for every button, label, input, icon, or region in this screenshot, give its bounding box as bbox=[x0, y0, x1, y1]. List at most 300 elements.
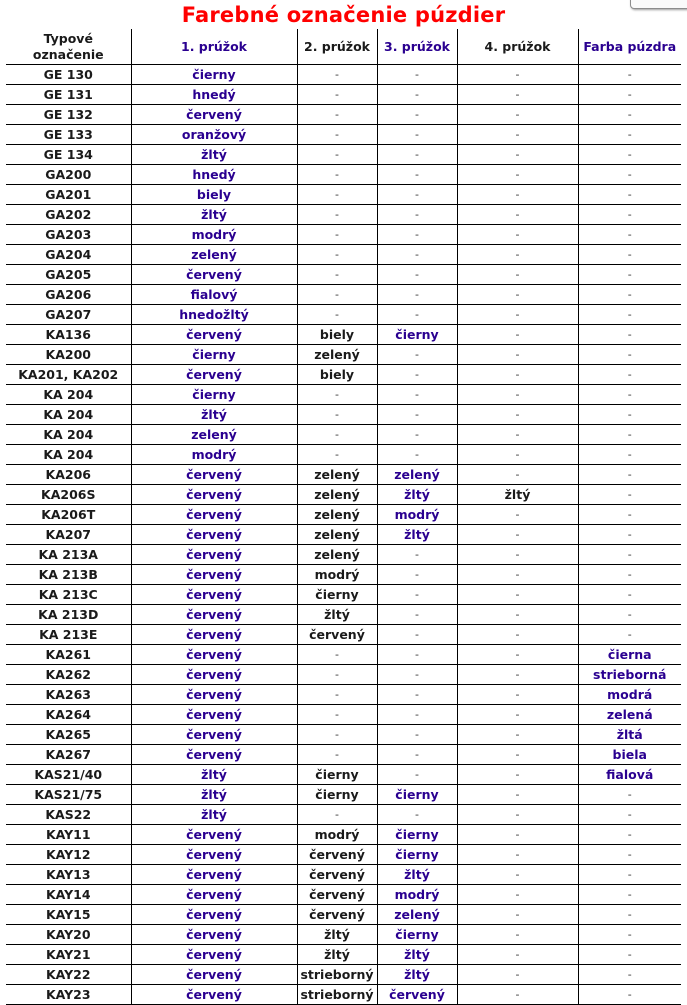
table-row bbox=[6, 345, 681, 365]
table-row bbox=[6, 125, 681, 145]
cell-stripe-3: modrý bbox=[377, 885, 457, 905]
cell-stripe-2: - bbox=[297, 745, 377, 765]
cell-type-designation: KA262 bbox=[6, 665, 131, 685]
cell-stripe-2: biely bbox=[297, 365, 377, 385]
cell-type-designation: KA201, KA202 bbox=[6, 365, 131, 385]
cell-type-designation: KA 204 bbox=[6, 405, 131, 425]
cell-stripe-3: - bbox=[377, 105, 457, 125]
cell-type-designation: KAY14 bbox=[6, 885, 131, 905]
cell-type-designation: GA205 bbox=[6, 265, 131, 285]
table-header-row bbox=[6, 29, 681, 65]
cell-case-color: - bbox=[578, 605, 681, 625]
cell-stripe-4: - bbox=[457, 145, 578, 165]
cell-case-color: - bbox=[578, 285, 681, 305]
cell-stripe-3: čierny bbox=[377, 925, 457, 945]
cell-stripe-1: červený bbox=[131, 365, 297, 385]
cell-stripe-2: modrý bbox=[297, 825, 377, 845]
cell-stripe-3: žltý bbox=[377, 945, 457, 965]
cell-stripe-1: oranžový bbox=[131, 125, 297, 145]
table-row bbox=[6, 665, 681, 685]
cell-type-designation: KA 213D bbox=[6, 605, 131, 625]
cell-case-color: - bbox=[578, 205, 681, 225]
cell-stripe-2: - bbox=[297, 725, 377, 745]
cell-type-designation: KA 204 bbox=[6, 445, 131, 465]
cell-stripe-4: - bbox=[457, 905, 578, 925]
cell-stripe-3: - bbox=[377, 805, 457, 825]
cell-type-designation: KA 204 bbox=[6, 385, 131, 405]
cell-case-color: - bbox=[578, 545, 681, 565]
cell-stripe-4: - bbox=[457, 185, 578, 205]
cell-stripe-4: - bbox=[457, 125, 578, 145]
cell-stripe-4: - bbox=[457, 545, 578, 565]
cell-stripe-1: červený bbox=[131, 485, 297, 505]
cell-stripe-4: - bbox=[457, 85, 578, 105]
table-row bbox=[6, 845, 681, 865]
cell-stripe-4: - bbox=[457, 705, 578, 725]
table-row bbox=[6, 545, 681, 565]
cell-stripe-3: - bbox=[377, 245, 457, 265]
table-row bbox=[6, 285, 681, 305]
cell-stripe-1: červený bbox=[131, 845, 297, 865]
cell-stripe-3: - bbox=[377, 185, 457, 205]
cell-case-color: čierna bbox=[578, 645, 681, 665]
cell-type-designation: KA136 bbox=[6, 325, 131, 345]
cell-stripe-2: žltý bbox=[297, 605, 377, 625]
cell-stripe-3: žltý bbox=[377, 965, 457, 985]
cell-stripe-4: - bbox=[457, 105, 578, 125]
cell-stripe-3: - bbox=[377, 165, 457, 185]
cell-stripe-2: - bbox=[297, 205, 377, 225]
cell-case-color: - bbox=[578, 825, 681, 845]
cell-stripe-2: - bbox=[297, 445, 377, 465]
cell-stripe-4: - bbox=[457, 925, 578, 945]
cell-stripe-3: - bbox=[377, 365, 457, 385]
cell-stripe-4: - bbox=[457, 65, 578, 85]
cell-stripe-2: - bbox=[297, 265, 377, 285]
cell-type-designation: KA267 bbox=[6, 745, 131, 765]
cell-case-color: - bbox=[578, 345, 681, 365]
cell-case-color: - bbox=[578, 225, 681, 245]
table-row bbox=[6, 945, 681, 965]
cell-stripe-1: červený bbox=[131, 105, 297, 125]
cell-stripe-2: - bbox=[297, 405, 377, 425]
cell-case-color: - bbox=[578, 445, 681, 465]
cell-stripe-1: červený bbox=[131, 505, 297, 525]
cell-type-designation: GA203 bbox=[6, 225, 131, 245]
cell-stripe-4: - bbox=[457, 445, 578, 465]
cell-case-color: modrá bbox=[578, 685, 681, 705]
table-row bbox=[6, 605, 681, 625]
cell-stripe-4: - bbox=[457, 805, 578, 825]
table-row bbox=[6, 185, 681, 205]
table-row bbox=[6, 465, 681, 485]
table-row bbox=[6, 165, 681, 185]
cell-case-color: - bbox=[578, 245, 681, 265]
cell-stripe-4: - bbox=[457, 385, 578, 405]
cell-case-color: - bbox=[578, 405, 681, 425]
cell-type-designation: KA263 bbox=[6, 685, 131, 705]
table-row bbox=[6, 425, 681, 445]
cell-stripe-2: - bbox=[297, 185, 377, 205]
header-stripe-3 bbox=[377, 29, 457, 65]
cell-stripe-4: - bbox=[457, 245, 578, 265]
table-row bbox=[6, 265, 681, 285]
cell-stripe-4: - bbox=[457, 565, 578, 585]
cell-type-designation: GE 134 bbox=[6, 145, 131, 165]
cell-type-designation: KAS22 bbox=[6, 805, 131, 825]
cell-type-designation: GA206 bbox=[6, 285, 131, 305]
table-row bbox=[6, 365, 681, 385]
cell-stripe-2: červený bbox=[297, 905, 377, 925]
cell-case-color: - bbox=[578, 525, 681, 545]
table-row bbox=[6, 625, 681, 645]
table-row bbox=[6, 925, 681, 945]
cell-stripe-1: červený bbox=[131, 605, 297, 625]
cell-stripe-1: červený bbox=[131, 865, 297, 885]
cell-stripe-2: - bbox=[297, 425, 377, 445]
header-label-line: 3. prúžok bbox=[384, 38, 450, 54]
table-row bbox=[6, 905, 681, 925]
cell-stripe-1: červený bbox=[131, 945, 297, 965]
cell-type-designation: KAY11 bbox=[6, 825, 131, 845]
cell-type-designation: KAY20 bbox=[6, 925, 131, 945]
cell-type-designation: KAS21/75 bbox=[6, 785, 131, 805]
cell-stripe-1: červený bbox=[131, 905, 297, 925]
cell-case-color: - bbox=[578, 945, 681, 965]
cell-stripe-3: - bbox=[377, 665, 457, 685]
cell-case-color: - bbox=[578, 85, 681, 105]
cell-case-color: - bbox=[578, 185, 681, 205]
cell-case-color: - bbox=[578, 365, 681, 385]
table-row bbox=[6, 205, 681, 225]
cell-stripe-4: - bbox=[457, 305, 578, 325]
cell-stripe-3: modrý bbox=[377, 505, 457, 525]
cell-stripe-1: červený bbox=[131, 645, 297, 665]
cell-stripe-4: - bbox=[457, 505, 578, 525]
cell-type-designation: GA202 bbox=[6, 205, 131, 225]
cell-stripe-1: fialový bbox=[131, 285, 297, 305]
cell-stripe-1: biely bbox=[131, 185, 297, 205]
table-row bbox=[6, 145, 681, 165]
cell-stripe-1: červený bbox=[131, 745, 297, 765]
cell-stripe-1: žltý bbox=[131, 785, 297, 805]
cell-stripe-3: zelený bbox=[377, 905, 457, 925]
cell-case-color: - bbox=[578, 465, 681, 485]
cell-stripe-2: - bbox=[297, 65, 377, 85]
cell-stripe-1: modrý bbox=[131, 225, 297, 245]
cell-case-color: - bbox=[578, 565, 681, 585]
cell-type-designation: KA261 bbox=[6, 645, 131, 665]
cell-stripe-1: červený bbox=[131, 725, 297, 745]
cell-stripe-4: - bbox=[457, 325, 578, 345]
cell-stripe-4: - bbox=[457, 265, 578, 285]
cell-stripe-2: - bbox=[297, 305, 377, 325]
cell-stripe-4: - bbox=[457, 425, 578, 445]
cell-stripe-3: žltý bbox=[377, 485, 457, 505]
cell-stripe-3: - bbox=[377, 205, 457, 225]
cell-stripe-1: červený bbox=[131, 625, 297, 645]
cell-stripe-4: - bbox=[457, 645, 578, 665]
cell-stripe-2: - bbox=[297, 145, 377, 165]
cell-stripe-4: - bbox=[457, 685, 578, 705]
cell-stripe-2: strieborný bbox=[297, 985, 377, 1005]
cell-stripe-1: čierny bbox=[131, 65, 297, 85]
cell-case-color: - bbox=[578, 965, 681, 985]
cell-case-color: - bbox=[578, 425, 681, 445]
table-row bbox=[6, 385, 681, 405]
cell-stripe-3: čierny bbox=[377, 325, 457, 345]
cell-stripe-1: modrý bbox=[131, 445, 297, 465]
cell-stripe-2: - bbox=[297, 285, 377, 305]
cell-case-color: - bbox=[578, 125, 681, 145]
table-row bbox=[6, 585, 681, 605]
cell-stripe-4: - bbox=[457, 465, 578, 485]
table-row bbox=[6, 885, 681, 905]
table-row bbox=[6, 865, 681, 885]
cell-stripe-4: - bbox=[457, 625, 578, 645]
cell-stripe-3: - bbox=[377, 265, 457, 285]
cell-stripe-2: zelený bbox=[297, 545, 377, 565]
cell-stripe-1: červený bbox=[131, 585, 297, 605]
table-row bbox=[6, 705, 681, 725]
cell-stripe-1: hnedožltý bbox=[131, 305, 297, 325]
cell-case-color: - bbox=[578, 785, 681, 805]
cell-type-designation: KA 213C bbox=[6, 585, 131, 605]
table-row bbox=[6, 485, 681, 505]
cell-stripe-4: - bbox=[457, 345, 578, 365]
cell-case-color: - bbox=[578, 925, 681, 945]
cell-stripe-2: zelený bbox=[297, 505, 377, 525]
cell-stripe-1: žltý bbox=[131, 765, 297, 785]
table-row bbox=[6, 525, 681, 545]
cell-stripe-4: - bbox=[457, 205, 578, 225]
cell-stripe-4: - bbox=[457, 525, 578, 545]
cell-case-color: - bbox=[578, 805, 681, 825]
cell-stripe-3: - bbox=[377, 565, 457, 585]
cell-type-designation: GA204 bbox=[6, 245, 131, 265]
cell-stripe-4: - bbox=[457, 825, 578, 845]
cell-stripe-4: - bbox=[457, 865, 578, 885]
cell-case-color: - bbox=[578, 885, 681, 905]
cell-stripe-2: žltý bbox=[297, 925, 377, 945]
cell-case-color: - bbox=[578, 625, 681, 645]
cell-stripe-2: - bbox=[297, 645, 377, 665]
cell-case-color: - bbox=[578, 505, 681, 525]
cell-stripe-2: biely bbox=[297, 325, 377, 345]
cell-stripe-2: - bbox=[297, 245, 377, 265]
cell-stripe-3: - bbox=[377, 685, 457, 705]
table-row bbox=[6, 565, 681, 585]
cell-type-designation: KA 213A bbox=[6, 545, 131, 565]
cell-stripe-4: - bbox=[457, 225, 578, 245]
cell-case-color: - bbox=[578, 105, 681, 125]
cell-stripe-2: zelený bbox=[297, 485, 377, 505]
table-body bbox=[6, 65, 681, 1005]
cell-stripe-4: - bbox=[457, 885, 578, 905]
cell-stripe-4: - bbox=[457, 405, 578, 425]
cell-stripe-1: červený bbox=[131, 265, 297, 285]
cell-stripe-3: čierny bbox=[377, 825, 457, 845]
cell-stripe-3: - bbox=[377, 545, 457, 565]
cell-stripe-3: červený bbox=[377, 985, 457, 1005]
cell-stripe-2: zelený bbox=[297, 345, 377, 365]
cell-stripe-1: červený bbox=[131, 985, 297, 1005]
table-row bbox=[6, 445, 681, 465]
cell-stripe-3: - bbox=[377, 125, 457, 145]
cell-case-color: - bbox=[578, 165, 681, 185]
cell-stripe-4: - bbox=[457, 665, 578, 685]
cell-stripe-2: čierny bbox=[297, 785, 377, 805]
cell-type-designation: KA200 bbox=[6, 345, 131, 365]
cell-stripe-4: - bbox=[457, 165, 578, 185]
cell-stripe-3: - bbox=[377, 745, 457, 765]
cell-case-color: - bbox=[578, 145, 681, 165]
cell-type-designation: GA207 bbox=[6, 305, 131, 325]
cell-stripe-4: - bbox=[457, 745, 578, 765]
table-row bbox=[6, 725, 681, 745]
cell-stripe-2: žltý bbox=[297, 945, 377, 965]
header-stripe-1 bbox=[131, 29, 297, 65]
header-case-color bbox=[578, 29, 681, 65]
cell-type-designation: KA265 bbox=[6, 725, 131, 745]
cell-case-color: - bbox=[578, 485, 681, 505]
cell-type-designation: KAY15 bbox=[6, 905, 131, 925]
cell-case-color: strieborná bbox=[578, 665, 681, 685]
cell-stripe-3: - bbox=[377, 345, 457, 365]
table-row bbox=[6, 325, 681, 345]
cell-stripe-1: červený bbox=[131, 665, 297, 685]
cell-type-designation: GE 133 bbox=[6, 125, 131, 145]
cell-type-designation: GE 130 bbox=[6, 65, 131, 85]
cell-case-color: - bbox=[578, 385, 681, 405]
cell-stripe-2: - bbox=[297, 685, 377, 705]
table-row bbox=[6, 965, 681, 985]
cell-case-color: - bbox=[578, 325, 681, 345]
cell-stripe-3: - bbox=[377, 285, 457, 305]
table-row bbox=[6, 405, 681, 425]
cell-stripe-1: červený bbox=[131, 885, 297, 905]
cell-stripe-2: - bbox=[297, 385, 377, 405]
cell-stripe-2: strieborný bbox=[297, 965, 377, 985]
cell-case-color: - bbox=[578, 305, 681, 325]
cell-stripe-3: žltý bbox=[377, 865, 457, 885]
cell-stripe-2: - bbox=[297, 665, 377, 685]
cell-type-designation: KA207 bbox=[6, 525, 131, 545]
table-row bbox=[6, 505, 681, 525]
cell-stripe-1: žltý bbox=[131, 405, 297, 425]
cell-stripe-3: - bbox=[377, 305, 457, 325]
cell-type-designation: KA 204 bbox=[6, 425, 131, 445]
cell-stripe-2: modrý bbox=[297, 565, 377, 585]
cell-case-color: - bbox=[578, 985, 681, 1005]
cell-stripe-1: červený bbox=[131, 465, 297, 485]
table-row bbox=[6, 745, 681, 765]
header-type-designation bbox=[6, 29, 131, 65]
cell-type-designation: GE 131 bbox=[6, 85, 131, 105]
cell-type-designation: KAY12 bbox=[6, 845, 131, 865]
cell-stripe-2: - bbox=[297, 125, 377, 145]
cell-type-designation: GA201 bbox=[6, 185, 131, 205]
cell-stripe-2: - bbox=[297, 105, 377, 125]
cell-type-designation: KAY23 bbox=[6, 985, 131, 1005]
cell-stripe-1: žltý bbox=[131, 205, 297, 225]
cell-type-designation: KA206 bbox=[6, 465, 131, 485]
cell-stripe-4: - bbox=[457, 945, 578, 965]
cell-stripe-2: - bbox=[297, 705, 377, 725]
cell-stripe-3: žltý bbox=[377, 525, 457, 545]
cell-stripe-1: červený bbox=[131, 965, 297, 985]
cell-stripe-3: - bbox=[377, 425, 457, 445]
cell-stripe-1: červený bbox=[131, 325, 297, 345]
cell-stripe-4: - bbox=[457, 785, 578, 805]
table-row bbox=[6, 305, 681, 325]
cell-case-color: biela bbox=[578, 745, 681, 765]
cell-stripe-4: - bbox=[457, 725, 578, 745]
cell-case-color: - bbox=[578, 65, 681, 85]
cell-stripe-3: - bbox=[377, 405, 457, 425]
cell-stripe-4: - bbox=[457, 985, 578, 1005]
header-label-line: označenie bbox=[32, 46, 104, 62]
header-label-line: Farba púzdra bbox=[583, 38, 677, 54]
table-row bbox=[6, 805, 681, 825]
cell-type-designation: KAS21/40 bbox=[6, 765, 131, 785]
page-title: Farebné označenie púzdier bbox=[181, 3, 506, 27]
cell-stripe-2: červený bbox=[297, 625, 377, 645]
cell-stripe-3: - bbox=[377, 605, 457, 625]
header-stripe-4 bbox=[457, 29, 578, 65]
cell-stripe-4: - bbox=[457, 845, 578, 865]
cell-type-designation: GE 132 bbox=[6, 105, 131, 125]
cell-stripe-3: zelený bbox=[377, 465, 457, 485]
cell-stripe-3: - bbox=[377, 705, 457, 725]
cell-case-color: - bbox=[578, 585, 681, 605]
cell-stripe-3: - bbox=[377, 145, 457, 165]
table-row bbox=[6, 825, 681, 845]
cell-stripe-1: čierny bbox=[131, 385, 297, 405]
cell-case-color: - bbox=[578, 265, 681, 285]
cell-stripe-2: - bbox=[297, 225, 377, 245]
cell-type-designation: KA 213B bbox=[6, 565, 131, 585]
cell-stripe-4: žltý bbox=[457, 485, 578, 505]
cell-stripe-2: zelený bbox=[297, 465, 377, 485]
cell-type-designation: KA206S bbox=[6, 485, 131, 505]
cell-stripe-2: červený bbox=[297, 885, 377, 905]
cell-stripe-3: - bbox=[377, 445, 457, 465]
cell-stripe-2: - bbox=[297, 165, 377, 185]
table-row bbox=[6, 105, 681, 125]
cell-stripe-3: čierny bbox=[377, 845, 457, 865]
cell-stripe-1: hnedý bbox=[131, 165, 297, 185]
color-marking-table bbox=[6, 29, 681, 1005]
cell-stripe-1: červený bbox=[131, 705, 297, 725]
cell-case-color: - bbox=[578, 845, 681, 865]
cell-type-designation: KA264 bbox=[6, 705, 131, 725]
cell-stripe-1: žltý bbox=[131, 805, 297, 825]
table-row bbox=[6, 685, 681, 705]
cell-type-designation: KAY21 bbox=[6, 945, 131, 965]
cell-stripe-3: - bbox=[377, 385, 457, 405]
header-label-line: 4. prúžok bbox=[484, 38, 551, 54]
cell-stripe-4: - bbox=[457, 365, 578, 385]
table-row bbox=[6, 785, 681, 805]
cell-stripe-2: zelený bbox=[297, 525, 377, 545]
cell-stripe-3: - bbox=[377, 585, 457, 605]
table-row bbox=[6, 985, 681, 1005]
cell-stripe-4: - bbox=[457, 605, 578, 625]
cell-stripe-1: hnedý bbox=[131, 85, 297, 105]
cell-type-designation: KA 213E bbox=[6, 625, 131, 645]
cell-stripe-1: čierny bbox=[131, 345, 297, 365]
